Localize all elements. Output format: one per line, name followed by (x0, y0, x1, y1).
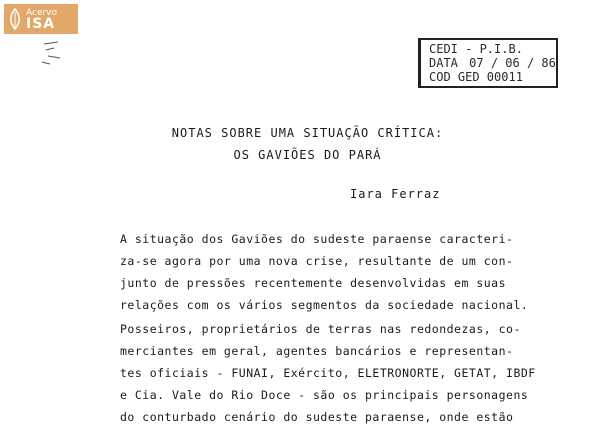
isa-leaf-icon (4, 4, 26, 34)
logo-top-text: Acervo (26, 8, 58, 18)
stamp-date-value: 07 / 06 / 86 (469, 56, 556, 70)
paragraph-line: A situação dos Gaviões do sudeste paraense caracteri- (120, 232, 514, 246)
logo-bottom-text: ISA (26, 16, 56, 32)
document-title-line-2: OS GAVIÕES DO PARÁ (233, 148, 382, 162)
acervo-isa-logo (4, 4, 78, 34)
paragraph-line: za-se agora por uma nova crise, resultante de um con- (120, 254, 514, 268)
paragraph-2 (120, 318, 600, 428)
paragraph-line: merciantes em geral, agentes bancários e representan- (120, 344, 514, 358)
paragraph-line: junto de pressões recentemente desenvolvidas em suas (120, 276, 507, 290)
paragraph-line: Posseiros, proprietários de terras nas redondezas, co- (120, 322, 521, 336)
document-title-line-1: NOTAS SOBRE UMA SITUAÇÃO CRÍTICA: (171, 126, 444, 140)
stamp-line-3: COD GED 00011 (429, 70, 523, 84)
paragraph-line: relações com os vários segmentos da sociedade nacional. (120, 298, 529, 312)
archive-stamp (418, 38, 558, 88)
stamp-line-1: CEDI - P.I.B. (429, 42, 523, 56)
paragraph-line: tes oficiais - FUNAI, Exército, ELETRONORTE, GETAT, IBDF (120, 366, 536, 380)
paragraph-1 (120, 228, 600, 316)
document-author: Iara Ferraz (350, 187, 441, 201)
paragraph-line: e Cia. Vale do Rio Doce - são os principais personagens (120, 388, 529, 402)
paragraph-line: do conturbado cenário do sudeste paraense, onde estão (120, 410, 514, 424)
margin-scribble (38, 38, 68, 68)
stamp-date-label: DATA (429, 56, 458, 70)
